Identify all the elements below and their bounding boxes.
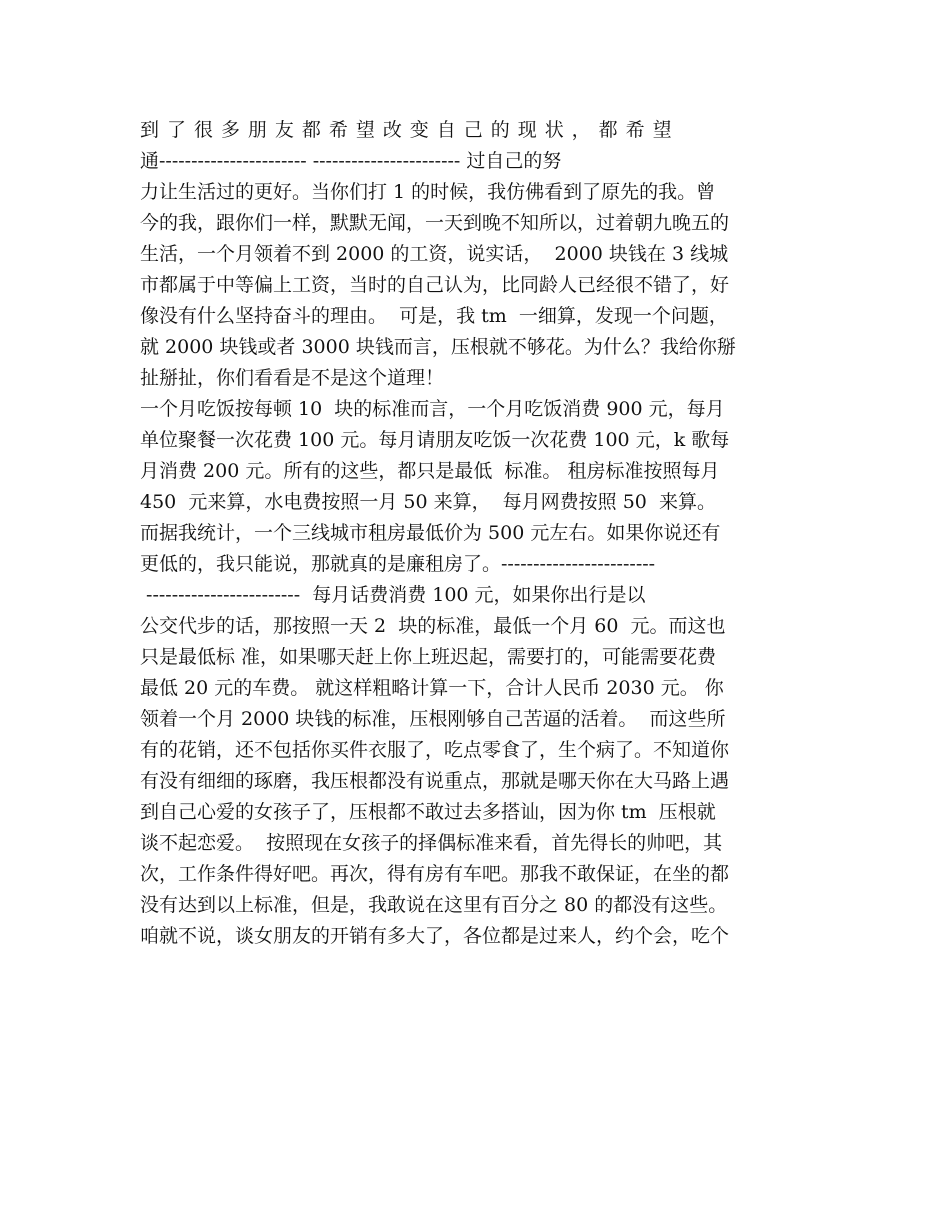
body-text bbox=[140, 115, 820, 952]
text-line: 月消费 200 元。所有的这些，都只是最低 标准。 租房标准按照每月 bbox=[140, 460, 720, 482]
text-line: 咱就不说，谈女朋友的开销有多大了，各位都是过来人，约个会，吃个 bbox=[140, 925, 730, 947]
text-line: 最低 20 元的车费。 就这样粗略计算一下，合计人民币 2030 元。 你 bbox=[140, 677, 724, 699]
text-line: 一个月吃饭按每顿 10 块的标准而言，一个月吃饭消费 900 元，每月 bbox=[140, 398, 725, 420]
text-line: 450 元来算，水电费按照一月 50 来算， 每月网费按照 50 来算。 bbox=[140, 491, 716, 513]
text-line: 谈不起恋爱。 按照现在女孩子的择偶标准来看，首先得长的帅吧，其 bbox=[140, 832, 723, 854]
text-line: 就 2000 块钱或者 3000 块钱而言，压根就不够花。为什么？我给你掰 bbox=[140, 336, 736, 358]
text-line: 次，工作条件得好吧。再次，得有房有车吧。那我不敢保证，在坐的都 bbox=[140, 863, 730, 885]
text-line: 有的花销，还不包括你买件衣服了，吃点零食了，生个病了。不知道你 bbox=[140, 739, 730, 761]
text-line: 公交代步的话，那按照一天 2 块的标准，最低一个月 60 元。而这也 bbox=[140, 615, 726, 637]
text-line: 单位聚餐一次花费 100 元。每月请朋友吃饭一次花费 100 元，k 歌每 bbox=[140, 429, 730, 451]
text-line: 市都属于中等偏上工资，当时的自己认为，比同龄人已经很不错了，好 bbox=[140, 274, 730, 296]
text-line: 没有达到以上标准，但是，我敢说在这里有百分之 80 的都没有这些。 bbox=[140, 894, 728, 916]
text-line: 生活，一个月领着不到 2000 的工资，说实话， 2000 块钱在 3 线城 bbox=[140, 243, 729, 265]
text-line: 只是最低标 准，如果哪天赶上你上班迟起，需要打的，可能需要花费 bbox=[140, 646, 717, 668]
text-line: 扯掰扯，你们看看是不是这个道理！ bbox=[140, 367, 445, 389]
text-line: 而据我统计，一个三线城市租房最低价为 500 元左右。如果你说还有 bbox=[140, 522, 721, 544]
text-line: ------------------------ 每月话费消费 100 元，如果你出行是以 bbox=[140, 584, 646, 606]
text-line: 有没有细细的琢磨，我压根都没有说重点，那就是哪天你在大马路上遇 bbox=[140, 770, 730, 792]
text-line: 像没有什么坚持奋斗的理由。 可是，我 tm 一细算，发现一个问题， bbox=[140, 305, 728, 327]
text-line: 今的我，跟你们一样，默默无闻，一天到晚不知所以，过着朝九晚五的 bbox=[140, 212, 730, 234]
text-line: 更低的，我只能说，那就真的是廉租房了。------------------------ bbox=[140, 553, 656, 575]
text-line: 到自己心爱的女孩子了，压根都不敢过去多搭讪，因为你 tm 压根就 bbox=[140, 801, 716, 823]
text-line: 通----------------------- ----------------------- 过自己的努 bbox=[140, 150, 562, 172]
text-line: 到了很多朋友都希望改变自己的现状，都希望 bbox=[140, 119, 680, 141]
text-line: 力让生活过的更好。当你们打 1 的时候，我仿佛看到了原先的我。曾 bbox=[140, 181, 716, 203]
text-line: 领着一个月 2000 块钱的标准，压根刚够自己苦逼的活着。 而这些所 bbox=[140, 708, 726, 730]
